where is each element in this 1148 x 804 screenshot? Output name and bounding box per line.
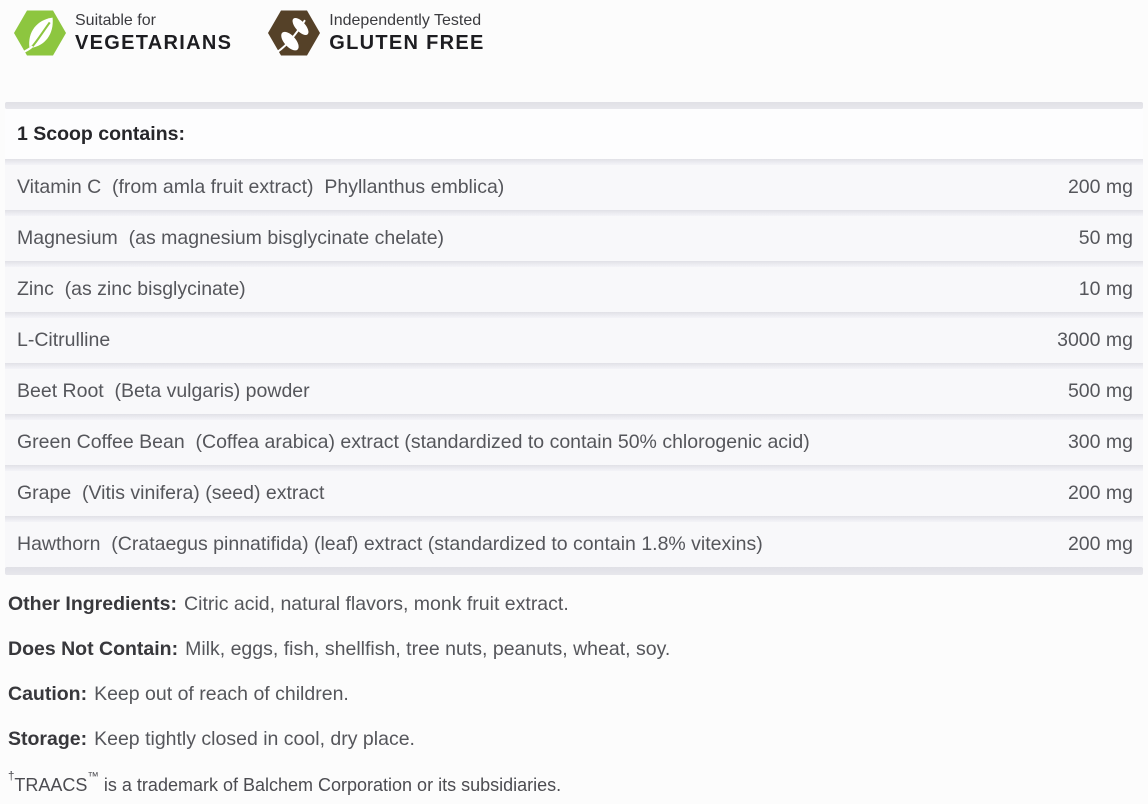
badge-gluten-free-title: GLUTEN FREE: [329, 31, 485, 54]
ingredient-name: Zinc (as zinc bisglycinate): [17, 278, 246, 300]
ingredient-amount: 300 mg: [1067, 431, 1133, 453]
certification-badges: [0, 0, 1148, 102]
table-row: [5, 267, 1143, 312]
badge-vegetarian-title: VEGETARIANS: [75, 31, 233, 54]
ingredient-name: Vitamin C (from amla fruit extract) Phyllanthus emblica): [17, 176, 505, 198]
supplement-facts-table: [5, 102, 1143, 575]
note-storage: [8, 717, 1148, 762]
label-notes: [0, 575, 1148, 804]
ingredient-amount: 500 mg: [1067, 380, 1133, 402]
trademark-text: is a trademark of Balchem Corporation or its subsidiaries.: [98, 774, 562, 795]
tm-symbol: ™: [87, 770, 99, 783]
ingredient-name: Green Coffee Bean (Coffea arabica) extract (standardized to contain 50% chlorogenic acid): [17, 431, 810, 453]
ingredient-name: Grape (Vitis vinifera) (seed) extract: [17, 482, 325, 504]
ingredient-amount: 3000 mg: [1057, 329, 1133, 351]
ingredient-amount: 200 mg: [1067, 176, 1133, 198]
trademark-footnote: [8, 762, 1148, 804]
ingredient-name: L-Citrulline: [17, 329, 111, 351]
table-row: [5, 216, 1143, 261]
table-row: [5, 369, 1143, 414]
note-caution: [8, 672, 1148, 717]
badge-vegetarian: [14, 7, 232, 59]
note-text: Keep out of reach of children.: [94, 683, 349, 705]
ingredient-amount: 200 mg: [1067, 533, 1133, 555]
note-label: Does Not Contain:: [8, 638, 179, 660]
table-row: [5, 165, 1143, 210]
table-row: [5, 522, 1143, 567]
table-row: [5, 318, 1143, 363]
ingredient-amount: 200 mg: [1067, 482, 1133, 504]
ingredient-name: Magnesium (as magnesium bisglycinate chelate): [17, 227, 445, 249]
badge-gluten-free-subtitle: Independently Tested: [329, 12, 482, 30]
badge-vegetarian-text: [75, 10, 232, 55]
ingredient-name: Hawthorn (Crataegus pinnatifida) (leaf) extract (standardized to contain 1.8% vitexins): [17, 533, 763, 555]
note-text: Milk, eggs, fish, shellfish, tree nuts, peanuts, wheat, soy.: [185, 638, 671, 660]
note-label: Other Ingredients:: [8, 593, 178, 615]
note-text: Keep tightly closed in cool, dry place.: [94, 728, 415, 750]
table-header-label: 1 Scoop contains:: [17, 122, 185, 145]
ingredient-amount: 10 mg: [1078, 278, 1133, 300]
ingredient-amount: 50 mg: [1078, 227, 1133, 249]
note-other-ingredients: [8, 582, 1148, 627]
table-row: [5, 420, 1143, 465]
note-label: Caution:: [8, 683, 88, 705]
note-does-not-contain: [8, 627, 1148, 672]
table-bottom-border: [5, 567, 1143, 575]
ingredient-name: Beet Root (Beta vulgaris) powder: [17, 380, 310, 402]
table-top-border: [5, 102, 1143, 109]
badge-gluten-free: [268, 7, 484, 59]
trademark-brand: TRAACS: [14, 774, 88, 795]
table-header: [5, 109, 1143, 159]
wheat-icon: [268, 7, 320, 59]
dagger-symbol: †: [8, 770, 15, 783]
badge-vegetarian-subtitle: Suitable for: [75, 12, 156, 30]
badge-gluten-free-text: [329, 10, 484, 55]
note-text: Citric acid, natural flavors, monk fruit extract.: [184, 593, 569, 615]
table-row: [5, 471, 1143, 516]
note-label: Storage:: [8, 728, 88, 750]
leaf-icon: [14, 7, 66, 59]
